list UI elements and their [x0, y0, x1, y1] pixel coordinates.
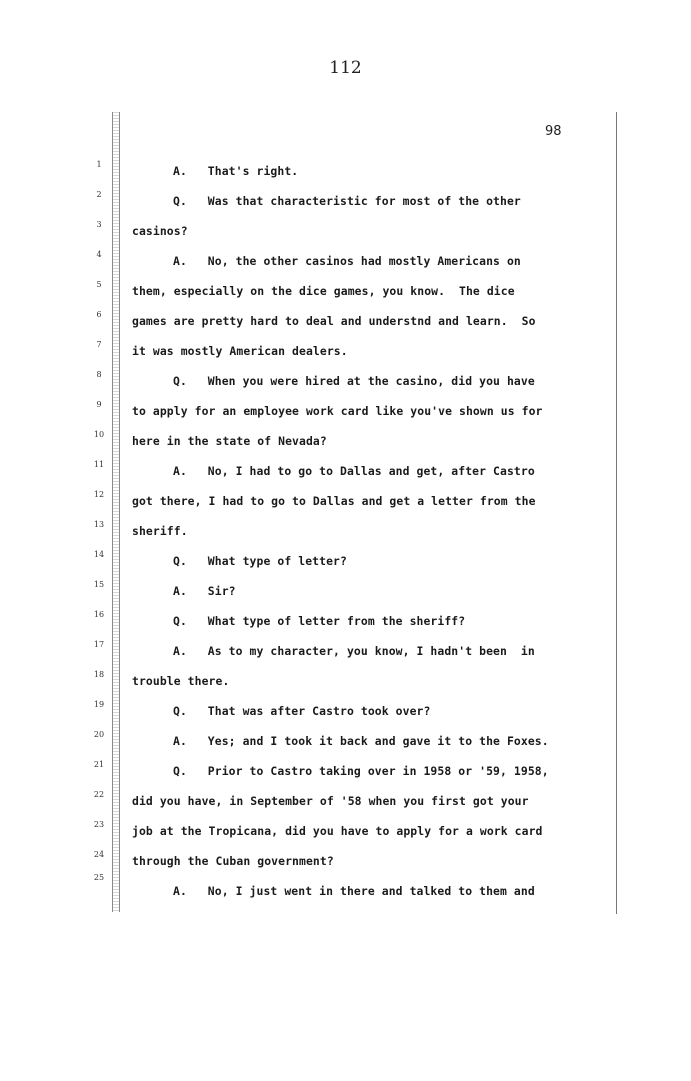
line-number: 4 [96, 250, 102, 259]
transcript-line: casinos? [132, 224, 188, 238]
transcript-line: Q. Prior to Castro taking over in 1958 or '59, 1958, [173, 764, 549, 778]
transcript-line: A. That's right. [173, 164, 299, 178]
line-number: 12 [93, 490, 105, 499]
transcript-line: Q. When you were hired at the casino, did you have [173, 374, 535, 388]
line-number: 24 [93, 850, 105, 859]
transcript-line: got there, I had to go to Dallas and get a letter from the [132, 494, 536, 508]
transcript-line: to apply for an employee work card like you've shown us for [132, 404, 543, 418]
line-number: 15 [93, 580, 105, 589]
transcript-line: trouble there. [132, 674, 230, 688]
line-number: 6 [96, 310, 102, 319]
transcript-line: Q. That was after Castro took over? [173, 704, 431, 718]
transcript-line: it was mostly American dealers. [132, 344, 348, 358]
right-margin-rule [616, 112, 617, 914]
transcript-line: through the Cuban government? [132, 854, 334, 868]
transcript-line: here in the state of Nevada? [132, 434, 327, 448]
line-number: 10 [93, 430, 105, 439]
transcript-line: Q. What type of letter? [173, 554, 347, 568]
line-number: 1 [96, 160, 102, 169]
transcript-line: Q. What type of letter from the sheriff? [173, 614, 466, 628]
transcript-line: A. Sir? [173, 584, 236, 598]
line-number: 2 [96, 190, 102, 199]
transcript-page-number: 98 [545, 124, 562, 139]
transcript-line: Q. Was that characteristic for most of the other [173, 194, 521, 208]
transcript-line: A. No, I just went in there and talked to them and [173, 884, 535, 898]
transcript-line: A. No, the other casinos had mostly Americans on [173, 254, 521, 268]
line-number: 21 [93, 760, 105, 769]
line-number: 25 [93, 873, 105, 882]
line-number: 7 [96, 340, 102, 349]
line-number: 9 [96, 400, 102, 409]
line-number: 22 [93, 790, 105, 799]
transcript-line: job at the Tropicana, did you have to apply for a work card [132, 824, 543, 838]
line-number: 16 [93, 610, 105, 619]
transcript-line: A. Yes; and I took it back and gave it to the Foxes. [173, 734, 549, 748]
transcript-line: A. No, I had to go to Dallas and get, after Castro [173, 464, 535, 478]
left-margin-rule [112, 112, 120, 912]
line-number: 23 [93, 820, 105, 829]
line-number: 17 [93, 640, 105, 649]
transcript-line: did you have, in September of '58 when you first got your [132, 794, 529, 808]
transcript-line: games are pretty hard to deal and understnd and learn. So [132, 314, 536, 328]
outer-page-number: 112 [329, 58, 362, 78]
transcript-line: A. As to my character, you know, I hadn't been in [173, 644, 535, 658]
transcript-line: sheriff. [132, 524, 188, 538]
line-number: 18 [93, 670, 105, 679]
transcript-line: them, especially on the dice games, you know. The dice [132, 284, 515, 298]
line-number: 11 [93, 460, 105, 469]
line-number: 20 [93, 730, 105, 739]
line-number: 13 [93, 520, 105, 529]
line-number: 8 [96, 370, 102, 379]
line-number: 5 [96, 280, 102, 289]
line-number: 19 [93, 700, 105, 709]
line-number: 14 [93, 550, 105, 559]
line-number: 3 [96, 220, 102, 229]
